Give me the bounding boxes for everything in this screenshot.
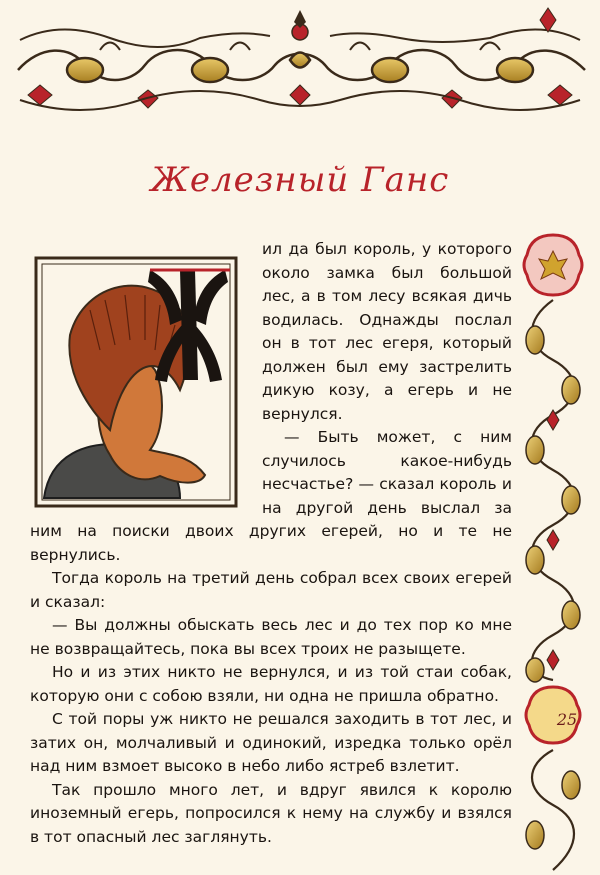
page-number: 25: [556, 710, 578, 729]
paragraph: ил да был король, у которого около замка был большой лес, а в том лесу всякая дичь водилась. Однажды послал он в тот лес егеря, который должен был ему застрелить дикую козу, а егерь и не вернулся.: [262, 240, 512, 423]
header-ornament: [0, 0, 600, 130]
story-text: [30, 238, 512, 849]
paragraph: Тогда король на третий день собрал всех своих егерей и сказал:: [30, 569, 512, 611]
page-title: Железный Ганс: [150, 160, 450, 200]
paragraph: — Вы должны обыскать весь лес и до тех пор ко мне не возвращайтесь, пока вы всех троих не разыщете.: [30, 616, 512, 658]
dropcap-illustration: [30, 240, 250, 515]
paragraph: — Быть может, с ним случилось какое-нибудь несчастье? — сказал король и на другой день выслал за ним на поиски двоих других егерей, но и те не вернулись.: [30, 428, 512, 564]
side-ornament: [505, 230, 600, 875]
paragraph: Так прошло много лет, и вдруг явился к королю иноземный егерь, попросился к нему на службу и взялся в тот опасный лес заглянуть.: [30, 780, 512, 846]
paragraph: Но и из этих никто не вернулся, и из той стаи собак, которую они с собою взяли, ни одна не пришла обратно.: [30, 663, 512, 705]
paragraph: С той поры уж никто не решался заходить в тот лес, и затих он, молчаливый и одинокий, изредка только орёл над ним взмоет высоко в небо либо ястреб взлетит.: [30, 710, 512, 775]
